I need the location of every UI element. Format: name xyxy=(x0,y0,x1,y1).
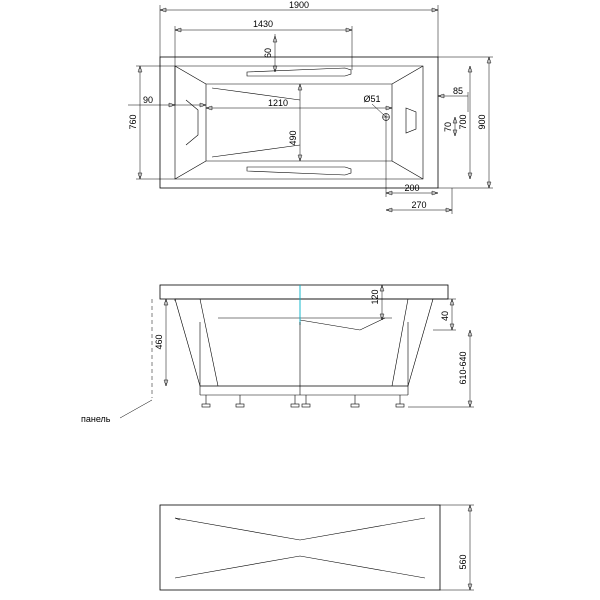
body-line-l xyxy=(200,299,218,386)
panel-leader xyxy=(120,400,152,418)
armrest-slot-bottom xyxy=(247,167,351,175)
dim-overall-width-right: 700 xyxy=(458,114,468,130)
tub-outer-rect xyxy=(160,57,438,188)
top-view-group xyxy=(128,0,493,214)
dim-bowl-width: 490 xyxy=(288,130,298,146)
side-view-group xyxy=(160,505,474,590)
foot-pad-6 xyxy=(396,404,404,407)
taper-br xyxy=(392,161,423,179)
dim-rim-thickness: 120 xyxy=(370,289,380,305)
leader-diam xyxy=(372,104,386,117)
foot-pad-3 xyxy=(291,404,299,407)
dim-total-height-range: 610-640 xyxy=(458,351,468,385)
dim-foot-adjust: 40 xyxy=(440,310,450,322)
panel-chevron-top xyxy=(175,518,425,540)
frame-feet xyxy=(202,395,404,407)
foot-pad-2 xyxy=(236,404,244,407)
taper-tr xyxy=(392,66,423,84)
taper-bl xyxy=(175,161,206,179)
headrest-shape xyxy=(406,108,416,133)
dim-overall-width-left: 760 xyxy=(128,114,138,130)
body-curve xyxy=(300,318,385,330)
panel-chevron-bottom xyxy=(175,556,425,578)
dim-drain-offset-v: 70 xyxy=(443,121,453,133)
dim-bowl-length: 1210 xyxy=(267,98,289,108)
surface-line-2 xyxy=(212,145,300,157)
dim-right-offset: 85 xyxy=(452,86,464,96)
foot-pad-1 xyxy=(202,404,210,407)
body-line-r xyxy=(392,299,408,386)
front-view-group xyxy=(81,285,474,424)
dim-edge-offset: 270 xyxy=(411,200,427,210)
left-end-detail xyxy=(186,100,198,145)
dim-overall-length: 1900 xyxy=(288,0,310,10)
dim-drain-diameter: Ø51 xyxy=(363,94,381,104)
dim-inner-width-left: 90 xyxy=(142,95,154,105)
dim-overall-width-outer: 900 xyxy=(477,114,487,130)
taper-tl xyxy=(175,66,206,84)
dim-inner-length: 1430 xyxy=(252,19,274,29)
dim-drain-offset-h: 200 xyxy=(404,183,420,193)
panel-outer-rect xyxy=(160,505,440,590)
dim-panel-height: 460 xyxy=(154,334,164,350)
foot-pad-4 xyxy=(302,404,310,407)
foot-pad-5 xyxy=(351,404,359,407)
dim-panel-width: 560 xyxy=(458,554,468,570)
armrest-slot-top xyxy=(247,68,351,76)
panel-label: панель xyxy=(81,414,111,424)
rim-plate xyxy=(160,285,448,299)
dim-headrest-offset: 60 xyxy=(263,47,273,59)
